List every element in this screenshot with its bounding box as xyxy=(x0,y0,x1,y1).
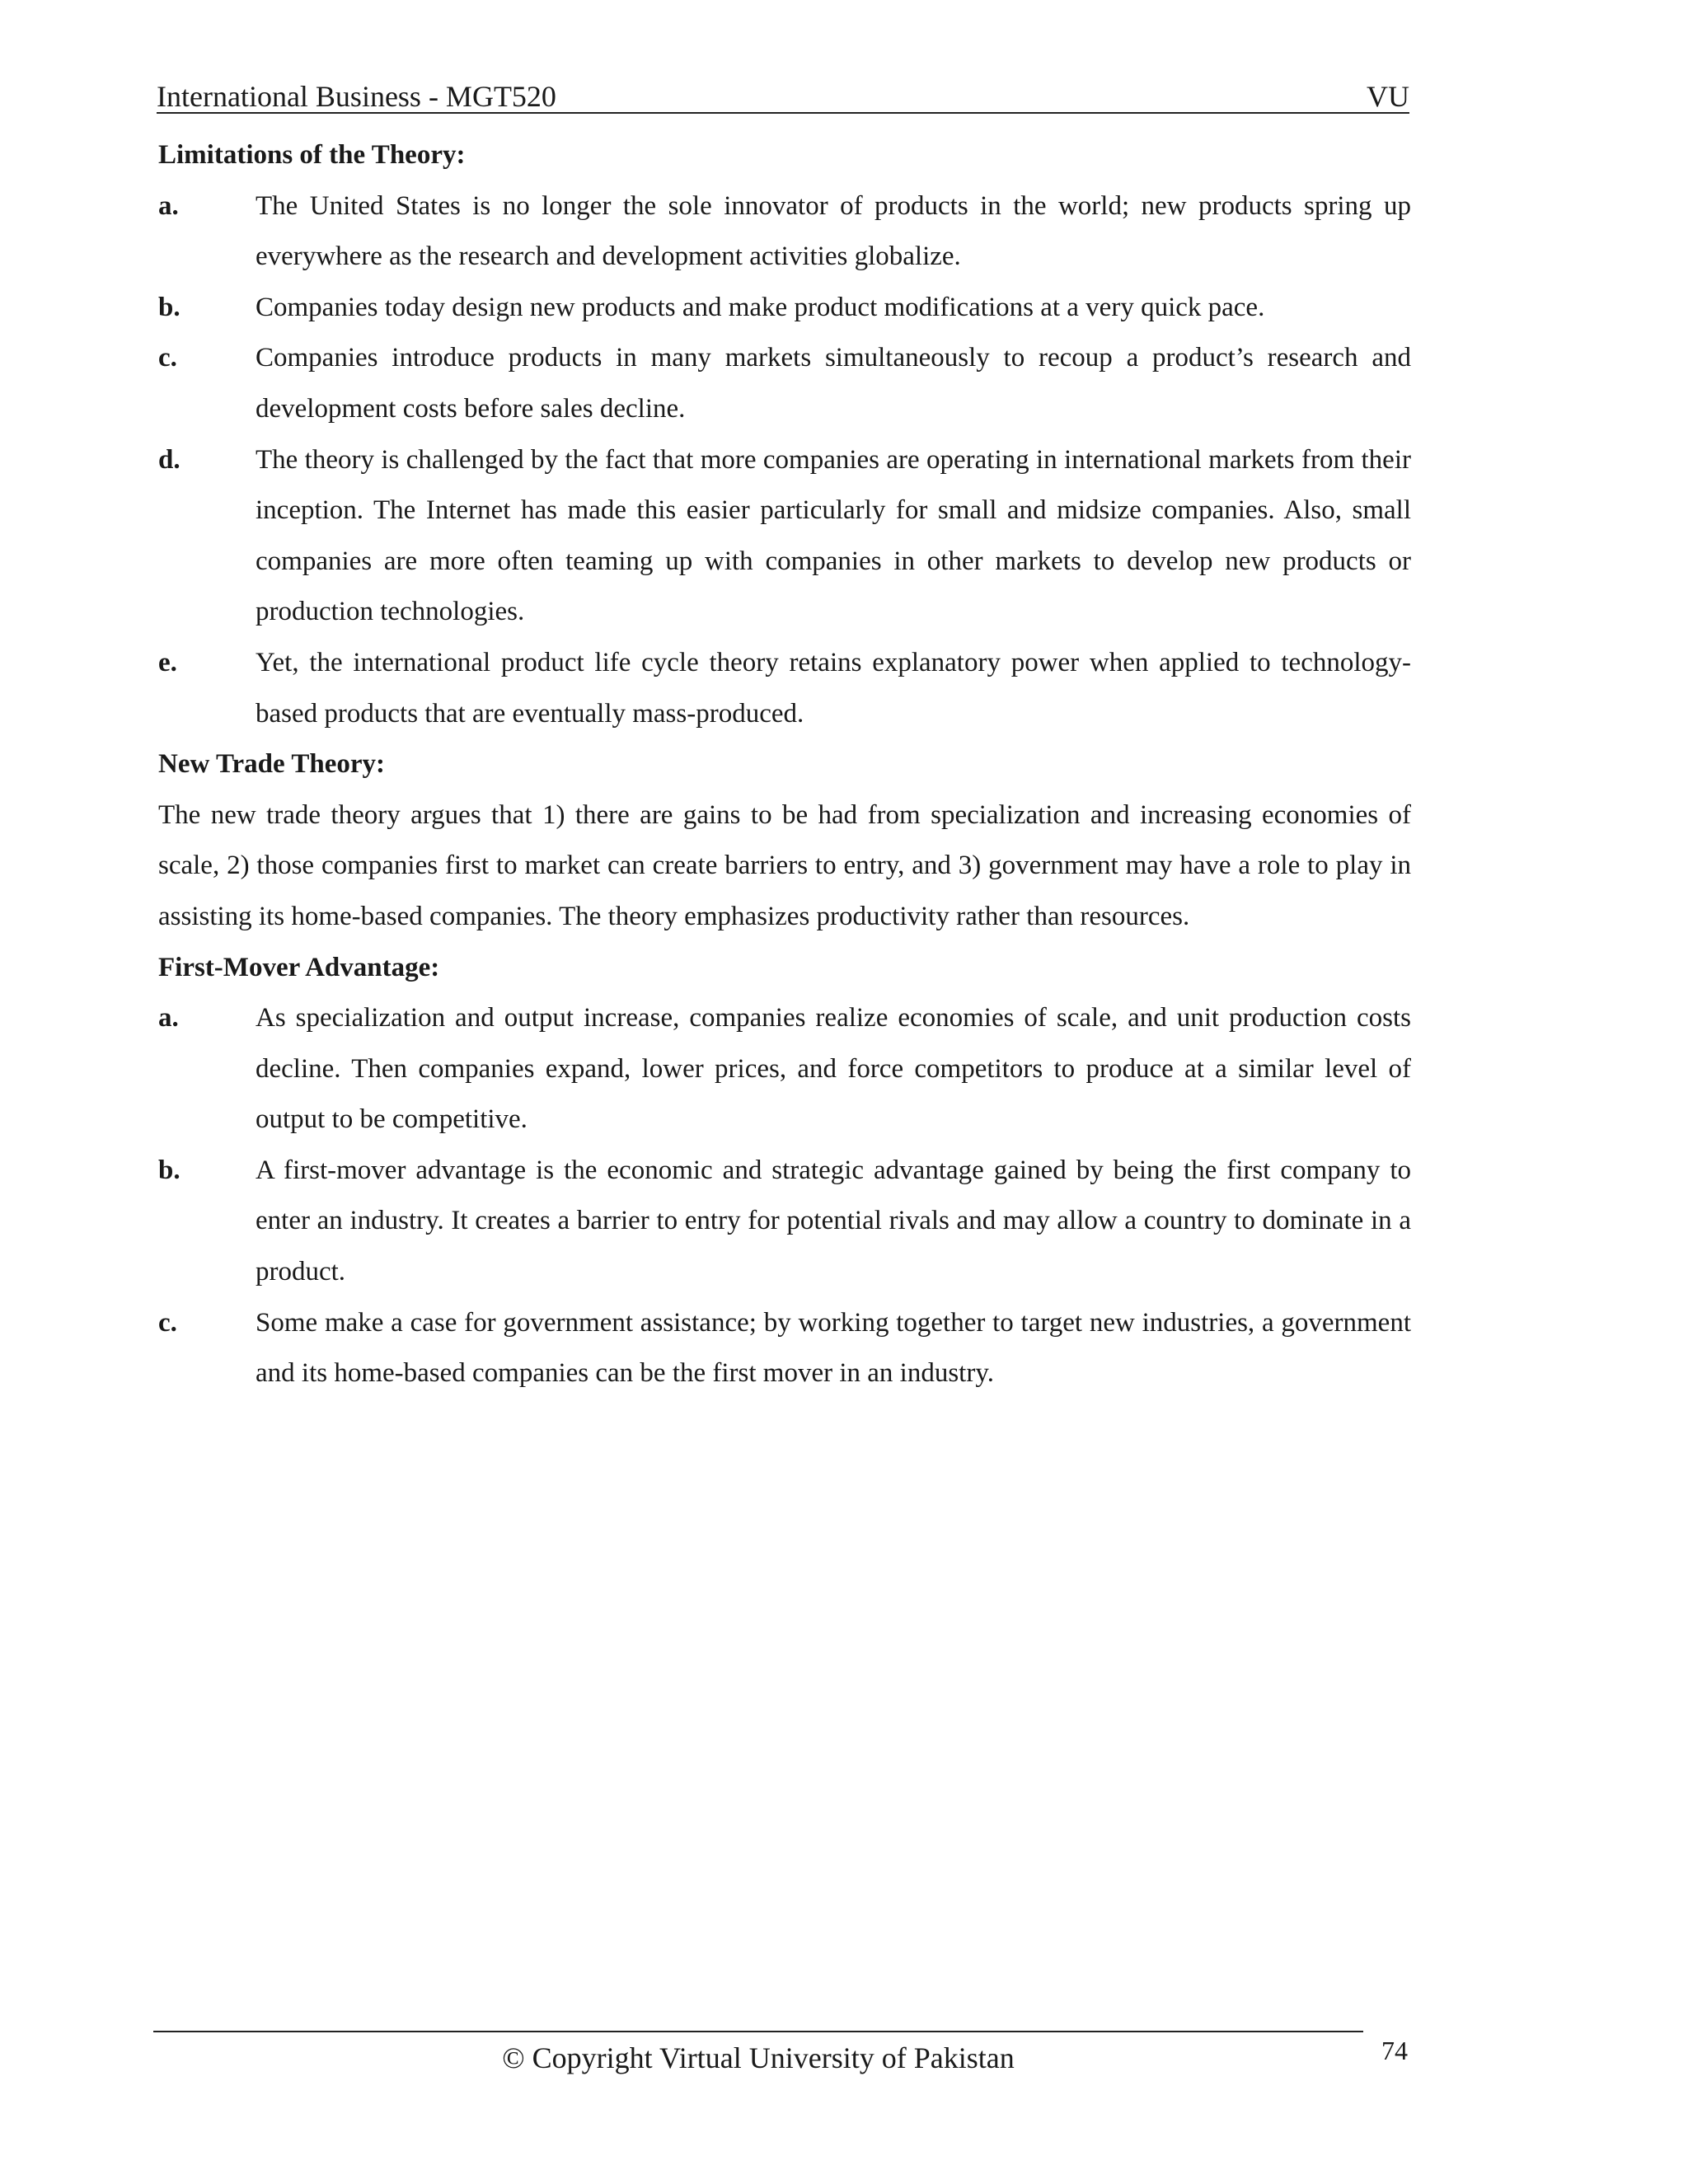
list-item-text: As specialization and output increase, companies realize economies of scale, and unit production costs decline. Then companies expand, lower prices, and force competitors to produce at a similar level of output to be competitive. xyxy=(256,1003,1411,1135)
section-heading-limitations: Limitations of the Theory: xyxy=(158,140,466,170)
list-item-text: Yet, the international product life cycle theory retains explanatory power when applied to technology-based products that are eventually mass-produced. xyxy=(256,647,1411,729)
page-header xyxy=(157,79,1409,114)
list-item xyxy=(158,435,1411,638)
list-item-text: The United States is no longer the sole innovator of products in the world; new products spring up everywhere as the research and development activities globalize. xyxy=(256,190,1411,272)
list-item-text: Companies today design new products and make product modifications at a very quick pace. xyxy=(256,292,1265,322)
list-marker: c. xyxy=(158,1307,177,1338)
footer-copyright: © Copyright Virtual University of Pakistan xyxy=(502,2041,1015,2074)
new-trade-theory-paragraph: The new trade theory argues that 1) there are gains to be had from specialization and increasing economies of scale, 2) those companies first to market can create barriers to entry, and 3) government may have a role to play in assisting its home-based companies. The theory emphasizes productivity rather than resources. xyxy=(158,799,1411,931)
course-title: International Business - MGT520 xyxy=(157,80,556,113)
list-item-text: A first-mover advantage is the economic and strategic advantage gained by being the first company to enter an industry. It creates a barrier to entry for potential rivals and may allow a country to dominate in a product. xyxy=(256,1155,1411,1287)
list-marker: c. xyxy=(158,343,177,373)
page-number: 74 xyxy=(1381,2036,1408,2065)
list-item xyxy=(158,333,1411,434)
section-heading-new-trade-theory: New Trade Theory: xyxy=(158,749,385,780)
list-item-text: Some make a case for government assistance; by working together to target new industries, a government and its home-based companies can be the first mover in an industry. xyxy=(256,1307,1411,1389)
list-item xyxy=(158,638,1411,739)
list-marker: a. xyxy=(158,1003,179,1033)
list-marker: a. xyxy=(158,190,179,221)
list-item xyxy=(158,283,1411,334)
list-item xyxy=(158,993,1411,1146)
document-body xyxy=(158,130,1411,1399)
list-marker: d. xyxy=(158,444,181,475)
list-item-text: The theory is challenged by the fact that more companies are operating in international markets from their inception. The Internet has made this easier particularly for small and midsize companies. Also, small companies are more often teaming up with companies in other markets to develop new products or production technologies. xyxy=(256,444,1411,627)
list-marker: b. xyxy=(158,1155,181,1185)
institution-code: VU xyxy=(1367,80,1409,113)
footer-divider xyxy=(153,2031,1363,2032)
list-marker: e. xyxy=(158,647,177,677)
section-heading-first-mover: First-Mover Advantage: xyxy=(158,952,440,982)
list-item xyxy=(158,181,1411,283)
list-item xyxy=(158,1146,1411,1298)
list-item-text: Companies introduce products in many markets simultaneously to recoup a product’s research and development costs before sales decline. xyxy=(256,343,1411,424)
list-marker: b. xyxy=(158,292,181,322)
list-item xyxy=(158,1298,1411,1399)
